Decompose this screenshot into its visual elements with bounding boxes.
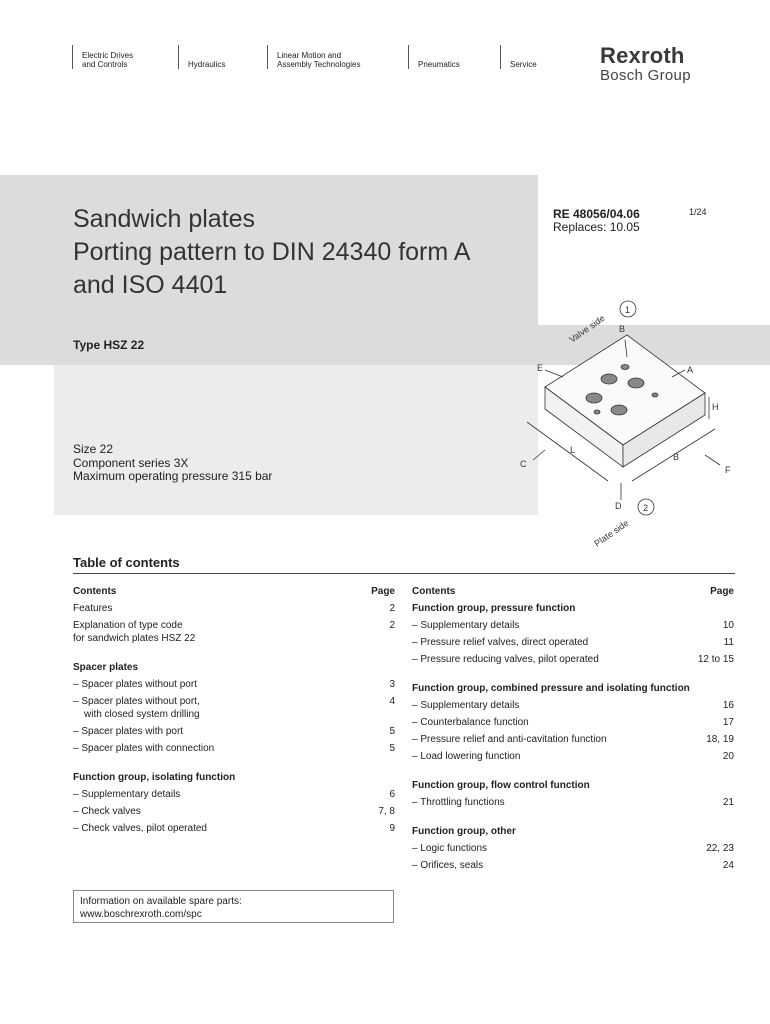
arrow-e bbox=[545, 370, 563, 377]
port-circle bbox=[628, 378, 644, 388]
arrow-f bbox=[705, 455, 720, 465]
specs-block bbox=[73, 443, 272, 484]
spec-series: Component series 3X bbox=[73, 455, 189, 470]
toc-entry-label: – Counterbalance function bbox=[412, 717, 529, 728]
page-title bbox=[73, 203, 470, 302]
document-number: RE 48056/04.06 bbox=[553, 207, 640, 221]
toc-entry[interactable] bbox=[73, 600, 395, 617]
toc-entry-label: – Supplementary details bbox=[412, 700, 520, 711]
toc-entry-page: 10 bbox=[722, 620, 734, 631]
spec-pressure: Maximum operating pressure 315 bar bbox=[73, 469, 273, 483]
toc-entry-page: 16 bbox=[722, 700, 734, 711]
toc-entry-page: 20 bbox=[722, 751, 734, 762]
toc-entry-page: 2 bbox=[389, 620, 395, 631]
toc-entry-page: 18, 19 bbox=[706, 734, 734, 745]
nav-label-line1: Linear Motion and bbox=[277, 51, 342, 60]
toc-entry-label: – Throttling functions bbox=[412, 797, 505, 808]
toc-entry-label bbox=[73, 619, 195, 645]
type-label: Type HSZ 22 bbox=[73, 338, 145, 352]
toc-entry[interactable] bbox=[73, 676, 395, 693]
toc-entry-page: 12 to 15 bbox=[697, 654, 734, 665]
toc-spacer bbox=[73, 647, 395, 659]
toc-header-contents: Contents bbox=[73, 586, 117, 597]
toc-entry-page: 9 bbox=[389, 823, 395, 834]
dimension-label-l: L bbox=[570, 445, 576, 455]
port-circle bbox=[594, 410, 600, 414]
toc-group-heading: Function group, combined pressure and isolating function bbox=[412, 683, 690, 694]
toc-entry-label-line1: Explanation of type code bbox=[73, 620, 183, 631]
toc-entry-page: 21 bbox=[722, 797, 734, 808]
port-label-e: E bbox=[537, 363, 544, 373]
toc-entry[interactable] bbox=[412, 634, 734, 651]
toc-entry[interactable] bbox=[412, 714, 734, 731]
plate-side-label: Plate side bbox=[592, 517, 631, 549]
toc-spacer bbox=[412, 765, 734, 777]
toc-entry-label-line1: – Spacer plates without port, bbox=[73, 696, 200, 707]
toc-entry-label: – Logic functions bbox=[412, 843, 488, 854]
port-label-d: D bbox=[615, 501, 622, 511]
toc-entry[interactable] bbox=[73, 723, 395, 740]
toc-header-contents: Contents bbox=[412, 586, 456, 597]
toc-entry-label: Features bbox=[73, 603, 113, 614]
dimension-label-b: B bbox=[673, 452, 680, 462]
toc-entry-label: – Pressure reducing valves, pilot operated bbox=[412, 654, 599, 665]
toc-entry[interactable] bbox=[73, 617, 395, 647]
toc-entry[interactable] bbox=[412, 748, 734, 765]
toc-entry-label: – Spacer plates without port bbox=[73, 679, 197, 690]
toc-entry-page: 5 bbox=[389, 743, 395, 754]
toc-entry[interactable] bbox=[412, 697, 734, 714]
toc-entry-page: 5 bbox=[389, 726, 395, 737]
port-circle bbox=[601, 374, 617, 384]
spare-parts-info: Information on available spare parts: bbox=[80, 896, 242, 907]
toc-entry-page: 22, 23 bbox=[706, 843, 734, 854]
toc-entry[interactable] bbox=[73, 740, 395, 757]
spare-parts-url[interactable]: www.boschrexroth.com/spc bbox=[80, 909, 202, 920]
nav-electric-drives[interactable] bbox=[72, 45, 133, 69]
toc-entry-label bbox=[73, 695, 200, 721]
toc-entry-label: – Pressure relief and anti-cavitation function bbox=[412, 734, 607, 745]
page-number: 1/24 bbox=[689, 207, 707, 217]
toc-entry-label: – Pressure relief valves, direct operated bbox=[412, 637, 589, 648]
nav-label-line1: Electric Drives bbox=[82, 51, 134, 60]
toc-group-heading: Spacer plates bbox=[73, 662, 139, 673]
toc-entry[interactable] bbox=[73, 786, 395, 803]
brand-logo bbox=[600, 44, 691, 84]
toc-entry-label-line2: with closed system drilling bbox=[84, 709, 200, 720]
dimension-label-h: H bbox=[712, 402, 719, 412]
toc-entry[interactable] bbox=[412, 857, 734, 874]
spec-size: Size 22 bbox=[73, 442, 114, 456]
nav-label-line2: Pneumatics bbox=[418, 60, 460, 69]
toc-spacer bbox=[412, 668, 734, 680]
valve-side-label: Valve side bbox=[567, 313, 607, 345]
toc-divider bbox=[73, 573, 735, 574]
nav-label-line2: Hydraulics bbox=[188, 60, 226, 69]
specs-band bbox=[54, 365, 538, 515]
spare-parts-box bbox=[73, 890, 394, 923]
nav-linear-motion[interactable] bbox=[267, 45, 360, 69]
top-navigation bbox=[72, 45, 552, 75]
port-label-c: C bbox=[520, 459, 527, 469]
nav-label-line2: and Controls bbox=[82, 60, 128, 69]
toc-entry[interactable] bbox=[73, 803, 395, 820]
arrow-c bbox=[533, 450, 545, 460]
nav-service[interactable] bbox=[500, 45, 537, 69]
toc-entry-label: – Orifices, seals bbox=[412, 860, 484, 871]
toc-entry-label: – Spacer plates with port bbox=[73, 726, 184, 737]
toc-title: Table of contents bbox=[73, 555, 180, 570]
nav-label-line2: Assembly Technologies bbox=[277, 60, 361, 69]
toc-entry-page: 11 bbox=[723, 637, 734, 648]
toc-entry-page: 2 bbox=[389, 603, 395, 614]
toc-entry-label-line2: for sandwich plates HSZ 22 bbox=[73, 633, 196, 644]
toc-entry[interactable] bbox=[412, 840, 734, 857]
plate-side-number: 2 bbox=[643, 503, 649, 513]
toc-entry-label: – Supplementary details bbox=[73, 789, 181, 800]
toc-group-heading: Function group, isolating function bbox=[73, 772, 236, 783]
toc-entry[interactable] bbox=[73, 693, 395, 723]
toc-entry-label: – Supplementary details bbox=[412, 620, 520, 631]
toc-group-heading: Function group, flow control function bbox=[412, 780, 590, 791]
toc-spacer bbox=[73, 757, 395, 769]
port-label-f: F bbox=[725, 465, 731, 475]
toc-entry[interactable] bbox=[412, 617, 734, 634]
toc-header-page: Page bbox=[710, 586, 734, 597]
port-circle bbox=[652, 393, 658, 397]
toc-entry-label: – Check valves bbox=[73, 806, 141, 817]
nav-pneumatics[interactable] bbox=[408, 45, 460, 69]
toc-entry-page: 4 bbox=[389, 696, 395, 707]
nav-hydraulics[interactable] bbox=[178, 45, 225, 69]
brand-name: Rexroth bbox=[600, 43, 685, 68]
replaces-version: Replaces: 10.05 bbox=[553, 220, 640, 234]
title-line-1: Sandwich plates bbox=[73, 205, 256, 233]
toc-entry-label: – Load lowering function bbox=[412, 751, 521, 762]
sandwich-plate-drawing bbox=[515, 295, 755, 550]
toc-group-heading: Function group, other bbox=[412, 826, 516, 837]
nav-label-line2: Service bbox=[510, 60, 537, 69]
title-line-3: and ISO 4401 bbox=[73, 271, 228, 299]
toc-header-row bbox=[73, 583, 395, 600]
toc-entry-page: 24 bbox=[722, 860, 734, 871]
valve-side-number: 1 bbox=[625, 305, 631, 315]
toc-entry-page: 3 bbox=[389, 679, 395, 690]
toc-entry-label: – Check valves, pilot operated bbox=[73, 823, 207, 834]
toc-group-heading: Function group, pressure function bbox=[412, 603, 576, 614]
toc-entry-page: 17 bbox=[722, 717, 734, 728]
toc-header-row bbox=[412, 583, 734, 600]
port-circle bbox=[621, 365, 629, 370]
port-circle bbox=[611, 405, 627, 415]
toc-entry[interactable] bbox=[412, 794, 734, 811]
brand-subtitle: Bosch Group bbox=[600, 67, 691, 84]
toc-entry-label: – Spacer plates with connection bbox=[73, 743, 215, 754]
toc-entry[interactable] bbox=[412, 731, 734, 748]
toc-entry[interactable] bbox=[73, 820, 395, 837]
title-line-2: Porting pattern to DIN 24340 form A bbox=[73, 238, 471, 266]
port-label-a: A bbox=[687, 365, 694, 375]
toc-spacer bbox=[412, 811, 734, 823]
toc-right-column bbox=[412, 583, 734, 874]
toc-header-page: Page bbox=[371, 586, 395, 597]
toc-entry-page: 7, 8 bbox=[378, 806, 395, 817]
toc-entry[interactable] bbox=[412, 651, 734, 668]
port-circle bbox=[586, 393, 602, 403]
toc-entry-page: 6 bbox=[389, 789, 395, 800]
port-label-b: B bbox=[619, 324, 626, 334]
toc-left-column bbox=[73, 583, 395, 837]
